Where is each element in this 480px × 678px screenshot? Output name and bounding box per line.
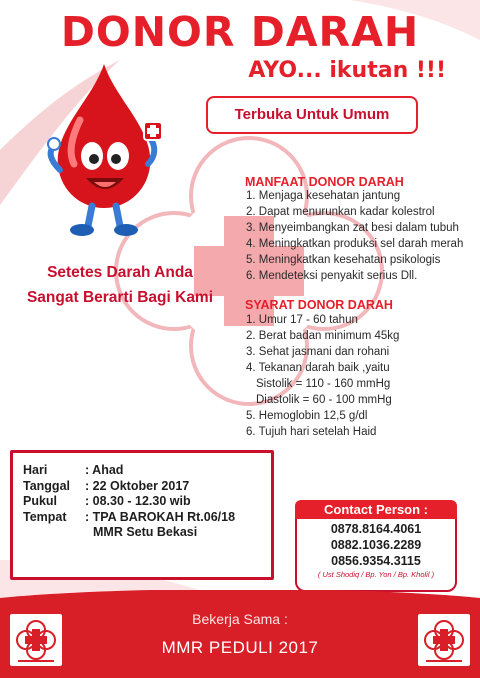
list-item: Diastolik = 60 - 100 mmHg: [256, 394, 392, 406]
list-item: 3. Menyeimbangkan zat besi dalam tubuh: [246, 222, 459, 234]
phone-number[interactable]: 0878.8164.4061: [330, 522, 422, 536]
date-label: Tanggal: [23, 478, 70, 493]
slogan-line-2: Sangat Berarti Bagi Kami: [26, 289, 214, 306]
slogan-line-1: Setetes Darah Anda: [47, 264, 193, 281]
open-to-public-badge: Terbuka Untuk Umum: [206, 96, 418, 134]
day-label: Hari: [23, 463, 48, 477]
list-item: 4. Meningkatkan produksi sel darah merah: [246, 238, 464, 250]
cooperation-label: Bekerja Sama :: [192, 611, 288, 627]
list-item: 1. Menjaga kesehatan jantung: [246, 190, 401, 202]
day-value: : Ahad: [85, 463, 124, 477]
organizer-name: MMR PEDULI 2017: [161, 638, 319, 657]
list-item: 3. Sehat jasmani dan rohani: [246, 346, 390, 358]
list-item: Sistolik = 110 - 160 mmHg: [256, 378, 391, 390]
list-item: 5. Meningkatkan kesehatan psikologis: [246, 254, 441, 266]
time-value: : 08.30 - 12.30 wib: [85, 494, 191, 508]
organization-logo-icon: [10, 614, 62, 666]
event-row-date: [23, 479, 261, 495]
benefits-list: [246, 188, 463, 284]
list-item: 1. Umur 17 - 60 tahun: [246, 314, 358, 326]
footer-banner: [0, 590, 480, 678]
phone-number[interactable]: 0882.1036.2289: [330, 538, 422, 552]
event-row-place-2: [23, 525, 261, 541]
tagline: AYO... ikutan !!!: [248, 58, 446, 83]
list-item: 2. Dapat menurunkan kadar kolestrol: [246, 206, 435, 218]
time-label: Pukul: [23, 494, 58, 508]
date-value: : 22 Oktober 2017: [85, 478, 190, 493]
event-row-place: [23, 510, 261, 526]
contact-person-box: [295, 500, 457, 592]
requirements-title: SYARAT DONOR DARAH: [245, 298, 393, 312]
blood-drop-mascot-icon: [44, 60, 164, 240]
phone-number[interactable]: 0856.9354.3115: [331, 554, 421, 568]
list-item: 6. Mendeteksi penyakit serius Dll.: [246, 270, 418, 282]
list-item: 4. Tekanan darah baik ,yaitu: [246, 362, 390, 374]
page-title: DONOR DARAH: [60, 8, 420, 56]
event-details-box: [10, 450, 274, 580]
place-value-line-2: MMR Setu Bekasi: [93, 525, 198, 539]
place-label: Tempat: [23, 509, 67, 524]
event-row-time: [23, 494, 261, 510]
place-value: : TPA BAROKAH Rt.06/18: [85, 509, 236, 524]
list-item: 2. Berat badan minimum 45kg: [246, 330, 400, 342]
list-item: 6. Tujuh hari setelah Haid: [246, 426, 377, 438]
contact-names: ( Ust Shodiq / Bp. Yon / Bp. Kholil ): [317, 570, 435, 579]
slogan: [14, 260, 226, 310]
event-row-day: [23, 463, 261, 479]
organization-logo-icon: [418, 614, 470, 666]
contact-title: Contact Person :: [295, 500, 457, 519]
requirements-list: [246, 312, 399, 440]
list-item: 5. Hemoglobin 12,5 g/dl: [246, 410, 368, 422]
benefits-title: MANFAAT DONOR DARAH: [245, 175, 404, 189]
